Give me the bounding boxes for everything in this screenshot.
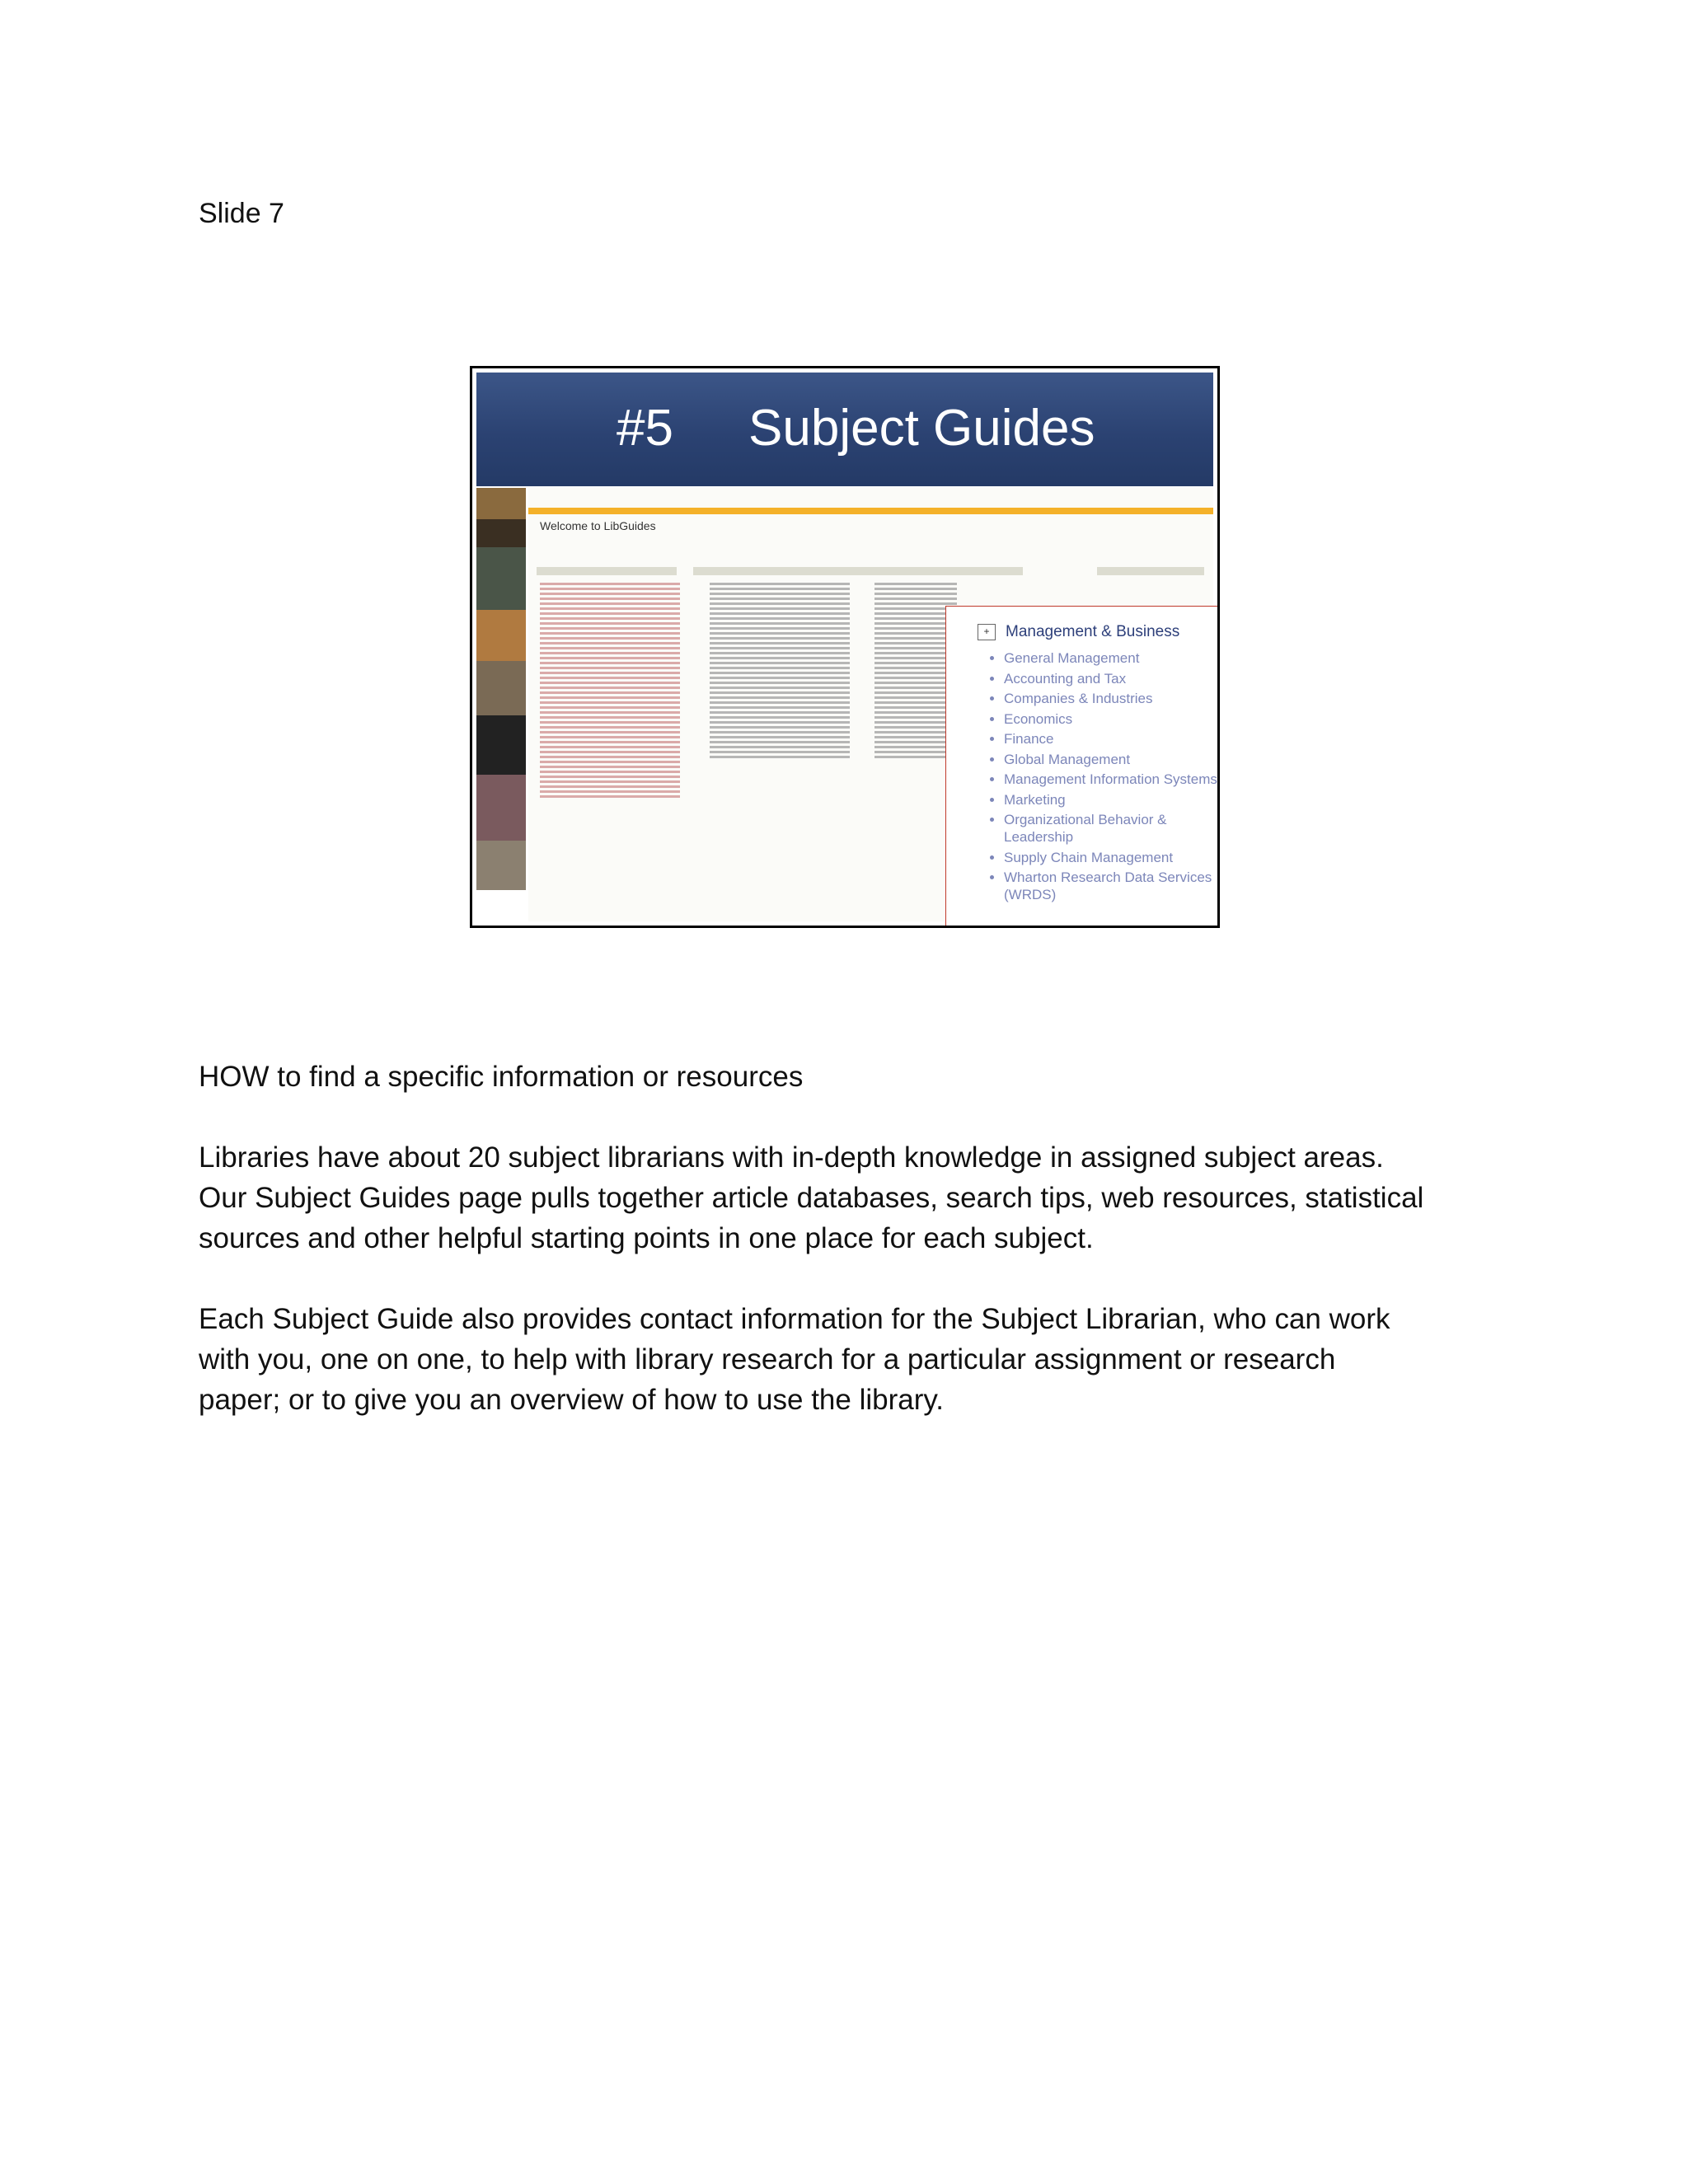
subjects-column-2: [874, 580, 957, 761]
slide-number: #5: [617, 400, 673, 457]
subjects-column: [710, 580, 850, 761]
notes-p1-l1: Libraries have about 20 subject librarians with in-depth knowledge in assigned subject areas.: [199, 1141, 1384, 1174]
list-item: • Management Information Systems: [1004, 771, 1218, 788]
list-item: • Global Management: [1004, 751, 1218, 768]
list-item: • Economics: [1004, 710, 1218, 728]
list-item: • Accounting and Tax: [1004, 670, 1218, 687]
slide-header: [476, 373, 1213, 486]
libguides-welcome: Welcome to LibGuides: [540, 519, 656, 532]
slide-label: Slide 7: [199, 198, 284, 229]
popup-title: Management & Business: [1006, 623, 1180, 640]
notes-p2-l3: paper; or to give you an overview of how to use the library.: [199, 1384, 945, 1416]
slide-title: Subject Guides: [748, 400, 1095, 457]
notes-text: [199, 1057, 1517, 1420]
notes-p1-l2: Our Subject Guides page pulls together article databases, search tips, web resources, statistical: [199, 1182, 1424, 1214]
subject-list: [979, 649, 1218, 907]
expand-toggle: +: [978, 624, 996, 640]
notes-p2-l1: Each Subject Guide also provides contact information for the Subject Librarian, who can work: [199, 1303, 1390, 1335]
list-item: • Marketing: [1004, 791, 1218, 808]
list-item: • Finance: [1004, 730, 1218, 748]
slide-thumbnail: [470, 366, 1220, 928]
photo-strip: [476, 488, 526, 921]
list-item: • Organizational Behavior & Leadership: [1004, 811, 1218, 846]
notes-heading: HOW to find a specific information or resources: [199, 1061, 804, 1093]
tags-column: [540, 580, 680, 800]
list-item: • Companies & Industries: [1004, 690, 1218, 707]
list-item: • General Management: [1004, 649, 1218, 667]
list-item: • Wharton Research Data Services (WRDS): [1004, 869, 1218, 903]
notes-p1-l3: sources and other helpful starting points in one place for each subject.: [199, 1222, 1094, 1254]
list-item: • Supply Chain Management: [1004, 849, 1218, 866]
notes-p2-l2: with you, one on one, to help with library research for a particular assignment or research: [199, 1343, 1336, 1376]
subject-popup: [945, 606, 1220, 928]
